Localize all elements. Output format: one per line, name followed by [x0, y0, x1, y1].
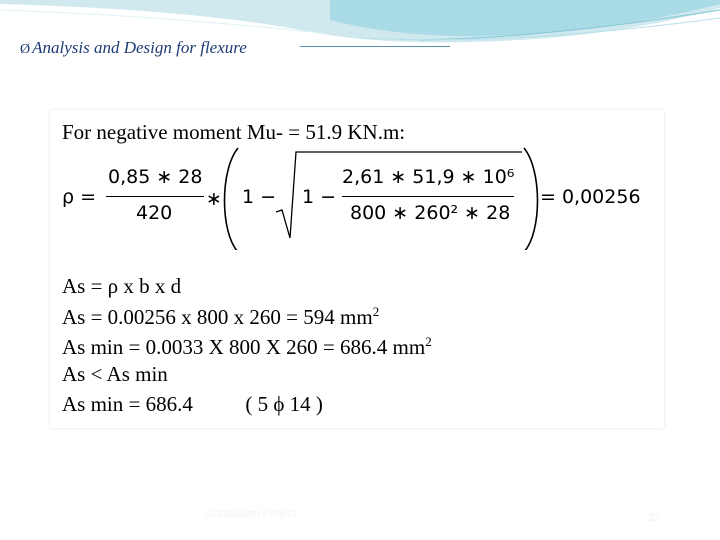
as-value-line: [62, 304, 379, 330]
rho-symbol: ρ =: [62, 186, 97, 208]
as-min-line: [62, 334, 432, 360]
as-min-text: As min = 0.0033 X 800 X 260 = 686.4 mm: [62, 335, 426, 359]
fraction2-bar: [342, 196, 514, 197]
one-minus-outer: 1 −: [242, 186, 277, 208]
times-symbol: ∗: [206, 188, 222, 210]
bullet-arrow-icon: Ø: [20, 42, 31, 57]
as-value-text: As = 0.00256 x 800 x 260 = 594 mm: [62, 305, 373, 329]
fraction1-numerator: 0,85 ∗ 28: [108, 166, 203, 188]
title-underline: [300, 46, 450, 47]
as-comparison-line: As < As min: [62, 362, 168, 386]
slide-title: [20, 38, 247, 58]
fraction1-denominator: 420: [136, 202, 173, 224]
slide-title-text: Analysis and Design for flexure: [32, 38, 247, 57]
formula-result: = 0,00256: [540, 186, 641, 208]
rho-formula: [50, 140, 664, 250]
fraction2-denominator: 800 ∗ 260² ∗ 28: [350, 202, 511, 224]
content-box: [50, 110, 664, 428]
as-min-result-line: As min = 686.4 ( 5 ϕ 14 ): [62, 392, 323, 416]
footer-text: Graduation Project: [205, 508, 297, 520]
as-min-unit-exponent: 2: [425, 334, 432, 349]
fraction2-numerator: 2,61 ∗ 51,9 ∗ 10⁶: [342, 166, 515, 188]
one-minus-inner: 1 −: [302, 186, 337, 208]
page-number: 27: [648, 512, 661, 524]
as-formula-line: As = ρ x b x d: [62, 274, 182, 298]
as-unit-exponent: 2: [372, 304, 380, 319]
fraction1-bar: [106, 196, 204, 197]
moment-heading: For negative moment Mu- = 51.9 KN.m:: [62, 120, 406, 144]
